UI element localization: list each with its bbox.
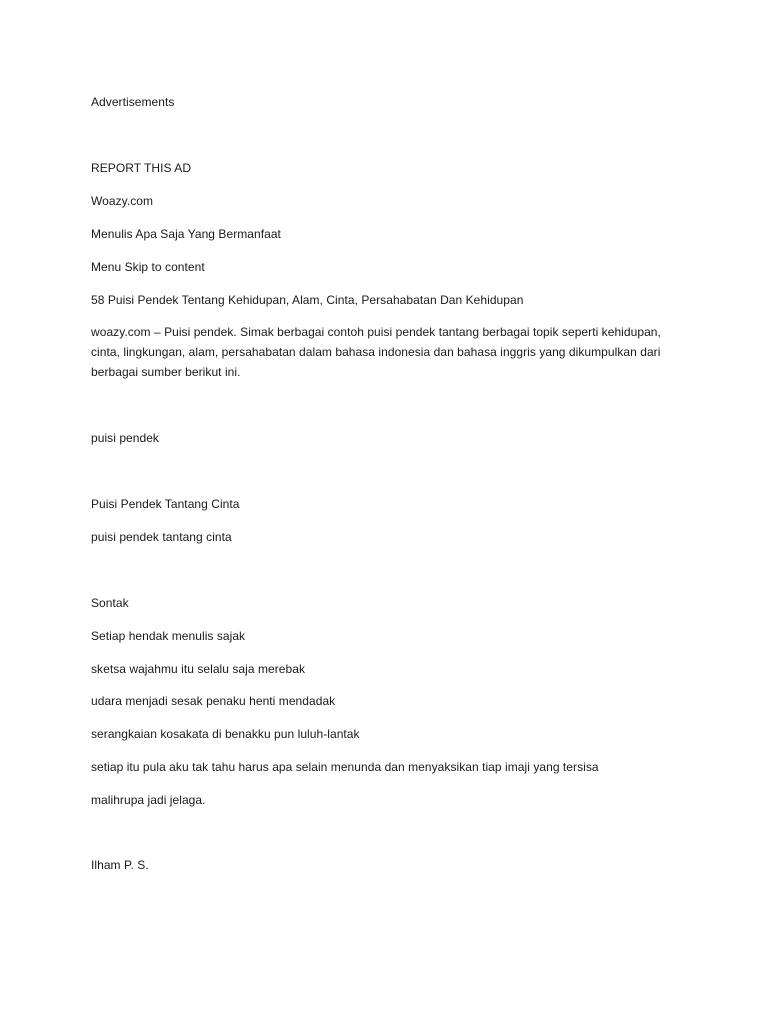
site-tagline: Menulis Apa Saja Yang Bermanfaat — [91, 227, 281, 241]
article-title: 58 Puisi Pendek Tentang Kehidupan, Alam, Cinta, Persahabatan Dan Kehidupan — [91, 293, 524, 307]
image-caption: puisi pendek — [91, 431, 159, 445]
poem-author: Ilham P. S. — [91, 858, 149, 872]
poem-line: serangkaian kosakata di benakku pun luluh-lantak — [91, 727, 360, 741]
section-image-caption: puisi pendek tantang cinta — [91, 530, 232, 544]
article-intro: woazy.com – Puisi pendek. Simak berbagai contoh puisi pendek tantang berbagai topik seperti kehidupan, cinta, lingkungan, alam, persahabatan dalam bahasa indonesia dan bahasa inggris yang dikumpulkan dari berbagai sumber berikut ini. — [91, 325, 661, 379]
poem-line: setiap itu pula aku tak tahu harus apa selain menunda dan menyaksikan tiap imaji yang tersisa — [91, 760, 599, 774]
advertisements-label: Advertisements — [91, 95, 175, 109]
section-heading: Puisi Pendek Tantang Cinta — [91, 497, 240, 511]
poem-title: Sontak — [91, 596, 129, 610]
poem-line: udara menjadi sesak penaku henti mendadak — [91, 694, 336, 708]
site-name[interactable]: Woazy.com — [91, 194, 154, 208]
poem-line: Setiap hendak menulis sajak — [91, 629, 246, 643]
poem-line: malihrupa jadi jelaga. — [91, 793, 206, 807]
poem-line: sketsa wajahmu itu selalu saja merebak — [91, 662, 306, 676]
report-ad-link[interactable]: REPORT THIS AD — [91, 161, 192, 175]
site-nav[interactable]: Menu Skip to content — [91, 260, 205, 274]
